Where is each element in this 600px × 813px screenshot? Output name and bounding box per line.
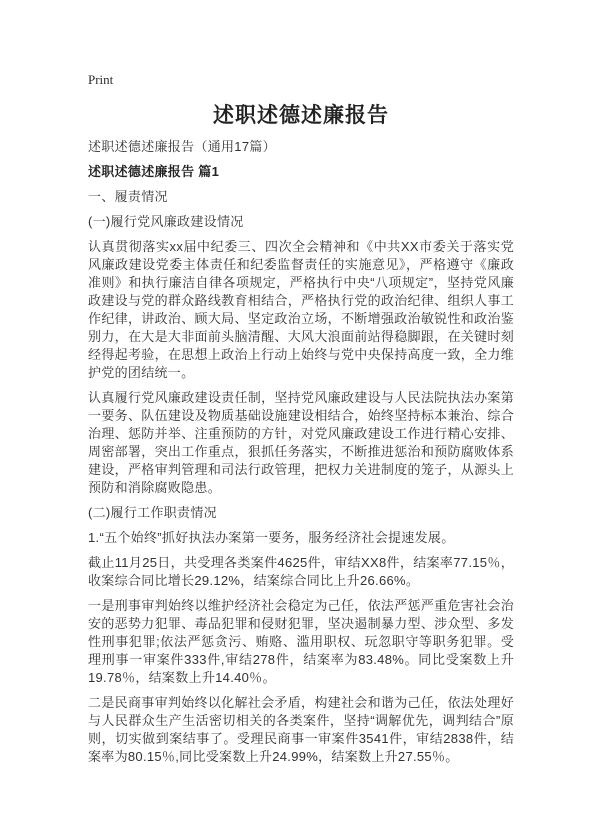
part-heading: 述职述德述廉报告 篇1 xyxy=(88,164,220,179)
page-title: 述职述德述廉报告 xyxy=(213,104,389,127)
paragraph-party-conduct: 认真贯彻落实xx届中纪委三、四次全会精神和《中共XX市委关于落实党风廉政建设党委主体责任和纪委监督责任的实施意见》，严格遵守《廉政准则》和执行廉洁自律各项规定，严格执行中央“八项规定”，坚持党风廉政建设与党的群众路线教育相结合，严格执行党的政治纪律、组织人事工作纪律，讲政治、顾大局、坚定政治立场，不断增强政治敏锐性和政治鉴别力，在大是大非面前头脑清醒、大风大浪面前站得稳脚跟，在关键时刻经得起考验，在思想上政治上行动上始终与党中央保持高度一致，全力维护党的团结统一。 xyxy=(88,239,514,380)
subsection-heading-2: (二)履行工作职责情况 xyxy=(88,505,217,520)
item-heading-1: 1.“五个始终”抓好执法办案第一要务，服务经济社会提速发展。 xyxy=(88,530,455,545)
paragraph-civil-commercial-trials: 二是民商事审判始终以化解社会矛盾，构建社会和谐为己任，依法处理好与人民群众生产生活密切相关的各类案件，坚持“调解优先，调判结合”原则，切实做到案结事了。受理民商事一审案件3541件，审结2838件，结案率为80.15％,同比受案数上升24.99%，结案数上升27.55％。 xyxy=(88,695,514,764)
section-heading-1: 一、履责情况 xyxy=(88,189,168,204)
subsection-heading-1: (一)履行党风廉政建设情况 xyxy=(88,214,244,229)
print-link[interactable]: Print xyxy=(88,72,114,87)
paragraph-responsibility-system: 认真履行党风廉政建设责任制，坚持党风廉政建设与人民法院执法办案第一要务、队伍建设及物质基础设施建设相结合，始终坚持标本兼治、综合治理、惩防并举、注重预防的方针，对党风廉政建设工作进行精心安排、周密部署，突出工作重点，狠抓任务落实，不断推进惩治和预防腐败体系建设，严格审判管理和司法行政管理，把权力关进制度的笼子，从源头上预防和消除腐败隐患。 xyxy=(88,390,514,495)
paragraph-criminal-trials: 一是刑事审判始终以维护经济社会稳定为己任，依法严惩严重危害社会治安的恶势力犯罪、毒品犯罪和侵财犯罪，坚决遏制暴力型、涉众型、多发性刑事犯罪;依法严惩贪污、贿赂、滥用职权、玩忽职守等职务犯罪。受理刑事一审案件333件,审结278件，结案率为83.48%。同比受案数上升19.78％，结案数上升14.40％。 xyxy=(88,598,514,685)
paragraph-case-statistics: 截止11月25日，共受理各类案件4625件，审结XX8件，结案率77.15％，收案综合同比增长29.12%，结案综合同比上升26.66%。 xyxy=(88,555,514,588)
doc-subtitle: 述职述德述廉报告（通用17篇） xyxy=(88,139,276,154)
